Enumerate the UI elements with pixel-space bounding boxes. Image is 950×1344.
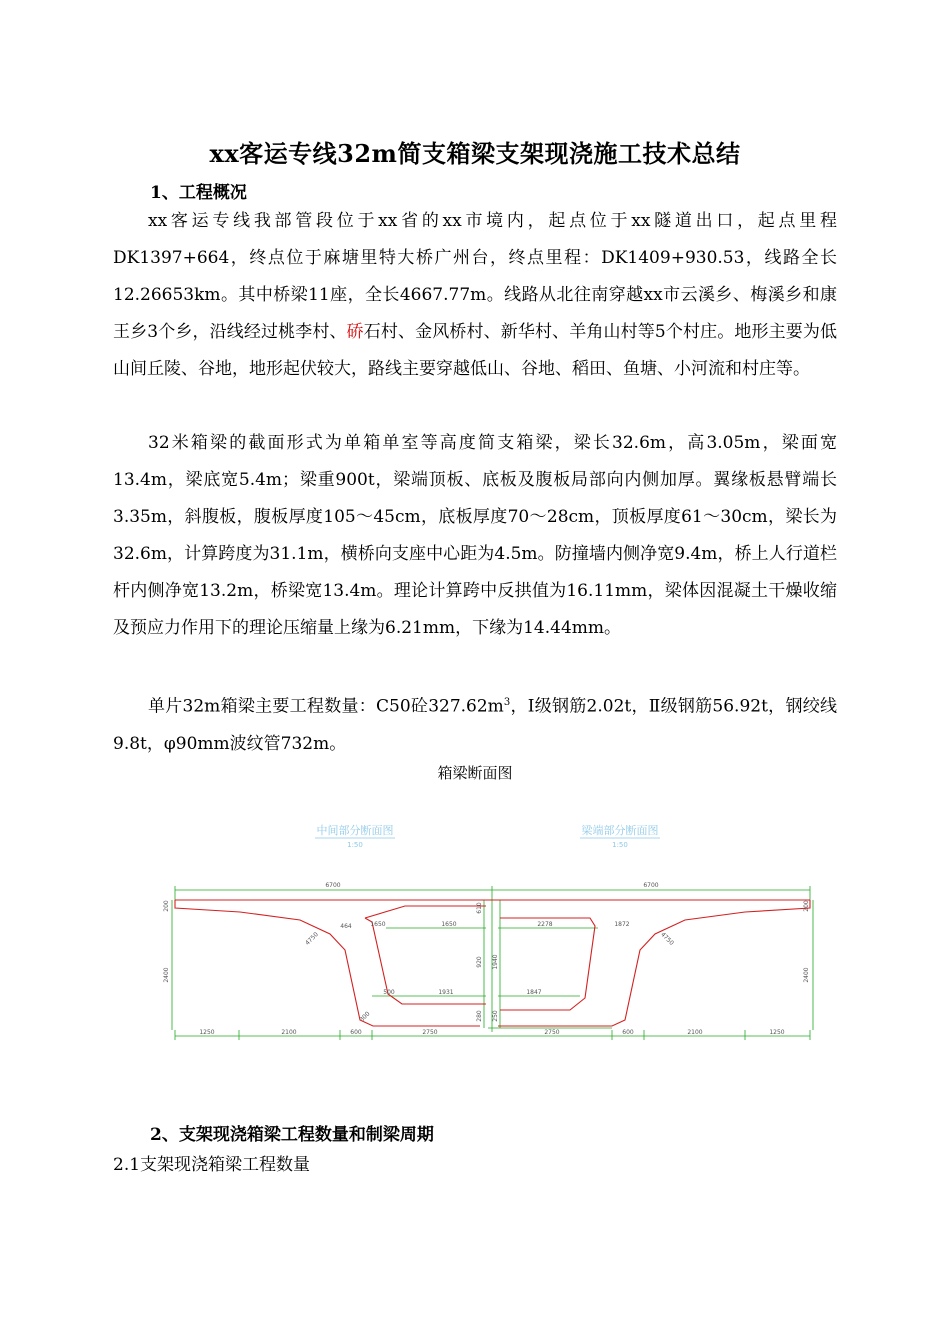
- dim-inner-5: 2278: [537, 921, 553, 928]
- dim-right-height: 2400: [803, 967, 810, 983]
- dim-top-left: 6700: [325, 882, 341, 889]
- paragraph-quantities-text-a: 单片32m箱梁主要工程数量：C50砼327.62m: [148, 696, 504, 717]
- figure-caption: 箱梁断面图: [437, 764, 513, 782]
- dim-left-top: 200: [163, 900, 170, 912]
- dim-inner-4: 500: [383, 989, 395, 996]
- paragraph-overview-text-a: xx客运专线我部管段位于xx省的xx市境内，起点位于xx隧道出口，起点里程DK1397+664，终点位于麻塘里特大桥广州台，终点里程：DK1409+930.53，线路全长12.26653km。其中桥梁11座，全长4667.77m。线路从北往南穿越xx市云溪乡、梅溪乡和康王乡3个乡，沿线经过桃李村、: [113, 211, 837, 342]
- dim-slope-4: 4750: [659, 931, 675, 947]
- page-title: xx客运专线32m简支箱梁支架现浇施工技术总结: [209, 139, 741, 168]
- dim-bot-2: 2100: [281, 1029, 297, 1036]
- paragraph-beam-spec: [113, 425, 837, 647]
- section-1-heading: 1、工程概况: [150, 183, 247, 203]
- dim-bot-7: 2100: [687, 1029, 703, 1036]
- dim-vert-3: 1940: [492, 954, 499, 970]
- dim-bot-1: 1250: [199, 1029, 215, 1036]
- dim-inner-3: 1931: [438, 989, 454, 996]
- box-girder-section-drawing: [0, 800, 950, 1100]
- dim-top-right: 6700: [643, 882, 659, 889]
- dim-inner-1: 1650: [370, 921, 386, 928]
- dim-inner-2: 1650: [441, 921, 457, 928]
- superscript-3: 3: [503, 697, 511, 708]
- dim-vert-4: 280: [476, 1010, 483, 1022]
- dim-vert-5: 250: [492, 1010, 499, 1022]
- label-end-scale: 1:50: [612, 841, 628, 849]
- dim-slope-3: 300: [358, 1010, 372, 1024]
- dim-left-height: 2400: [163, 967, 170, 983]
- label-end-section: 梁端部分断面图: [581, 824, 659, 837]
- subsection-2-1: 2.1支架现浇箱梁工程数量: [113, 1155, 311, 1175]
- paragraph-quantities-text-b: ，Ⅰ级钢筋2.02t，Ⅱ级钢筋56.92t，钢绞线9.8t，φ90mm波纹管732m。: [113, 696, 837, 754]
- paragraph-quantities: [113, 684, 837, 763]
- paragraph-beam-spec-text: 32米箱梁的截面形式为单箱单室等高度简支箱梁，梁长32.6m，高3.05m，梁面宽13.4m，梁底宽5.4m；梁重900t，梁端顶板、底板及腹板局部向内侧加厚。翼缘板悬臂端长3.35m，斜腹板，腹板厚度105～45cm，底板厚度70～28cm，顶板厚度61～30cm，梁长为32.6m，计算跨度为31.1m，横桥向支座中心距为4.5m。防撞墙内侧净宽9.4m，桥上人行道栏杆内侧净宽13.2m，桥梁宽13.4m。理论计算跨中反拱值为16.11mm，梁体因混凝土干燥收缩及预应力作用下的理论压缩量上缘为6.21mm，下缘为14.44mm。: [113, 433, 837, 638]
- dim-slope-2: 464: [340, 923, 352, 930]
- dim-bot-8: 1250: [769, 1029, 785, 1036]
- dim-bot-6: 600: [622, 1029, 634, 1036]
- dim-bot-3: 600: [350, 1029, 362, 1036]
- dim-bot-5: 2750: [544, 1029, 560, 1036]
- label-mid-scale: 1:50: [347, 841, 363, 849]
- dim-inner-6: 1872: [614, 921, 630, 928]
- paragraph-overview: [113, 203, 837, 388]
- label-mid-section: 中间部分断面图: [316, 824, 394, 837]
- paragraph-overview-text-b: 石村、金风桥村、新华村、羊角山村等5个村庄。地形主要为低山间丘陵、谷地，地形起伏较大，路线主要穿越低山、谷地、稻田、鱼塘、小河流和村庄等。: [113, 322, 838, 379]
- dim-right-top: 200: [803, 900, 810, 912]
- dim-vert-1: 610: [476, 902, 483, 914]
- section-2-heading: 2、支架现浇箱梁工程数量和制梁周期: [150, 1125, 434, 1145]
- dimension-labels: [163, 882, 810, 1036]
- dim-inner-7: 1847: [526, 989, 542, 996]
- highlighted-character: 硚: [346, 322, 364, 342]
- dim-bot-4: 2750: [422, 1029, 438, 1036]
- dim-vert-2: 920: [476, 956, 483, 968]
- dim-slope-1: 4750: [304, 931, 320, 947]
